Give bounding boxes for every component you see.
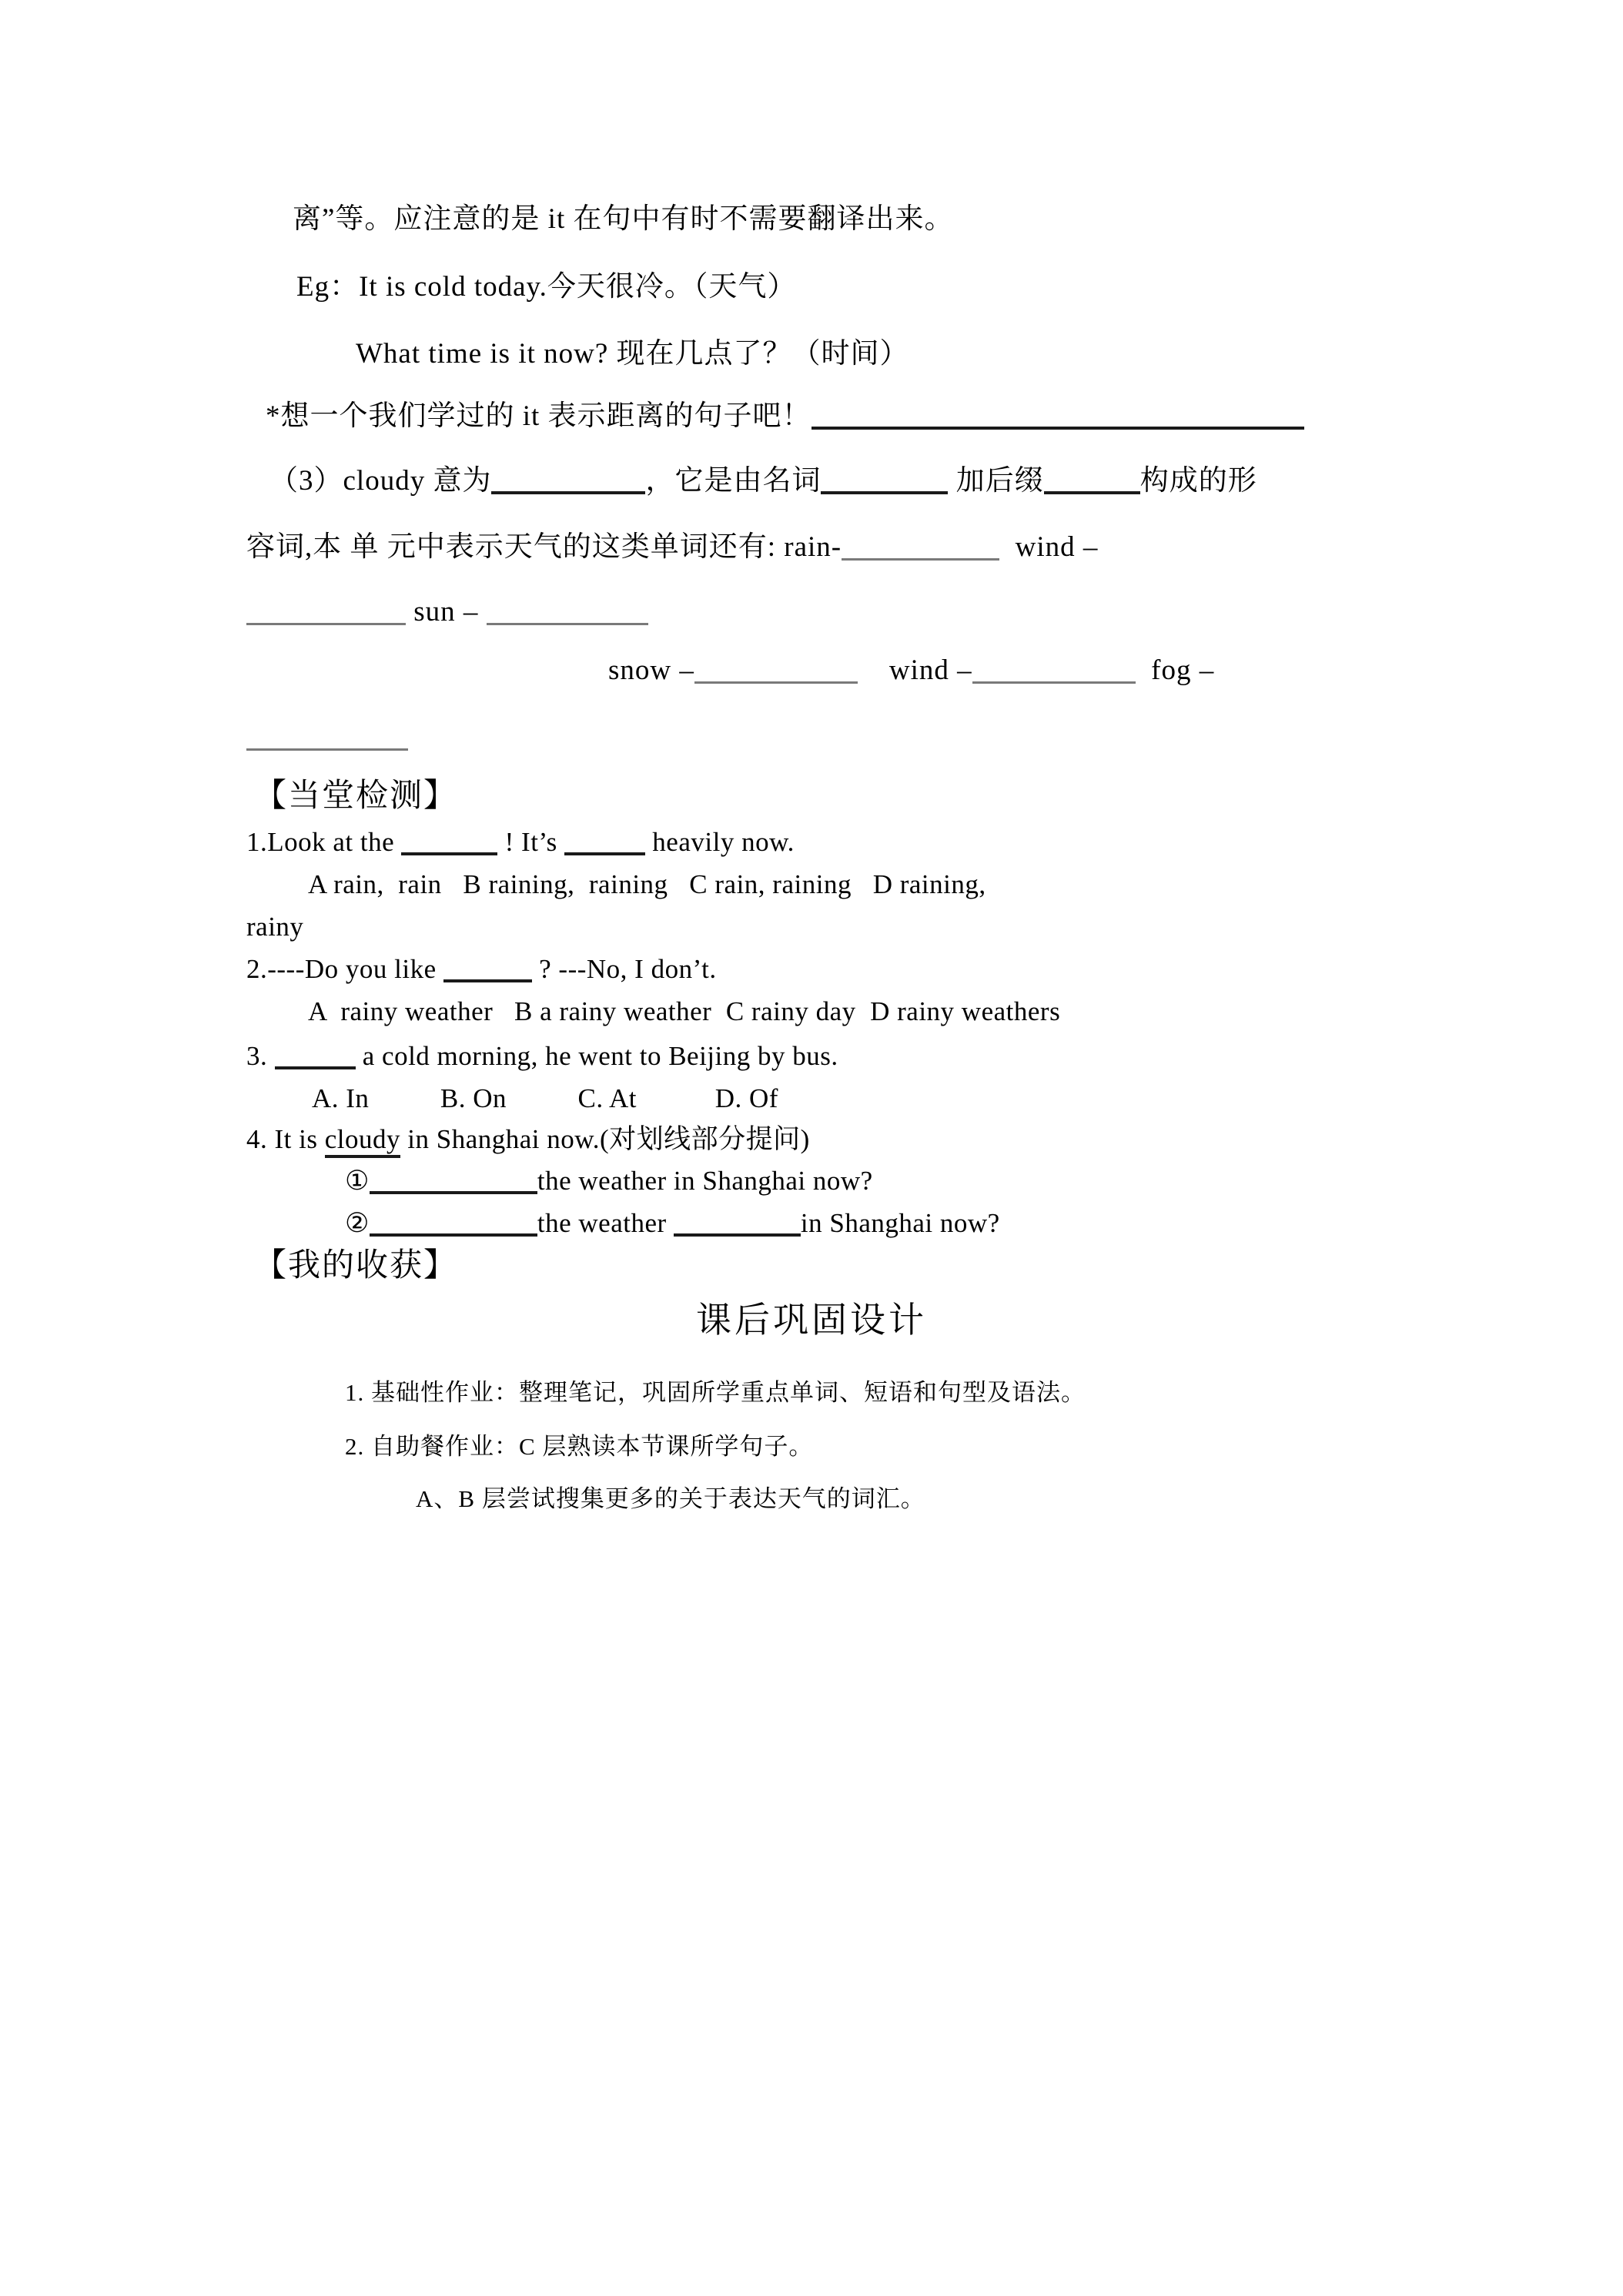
quiz-heading-text: 【当堂检测】	[254, 778, 458, 814]
blank-wind	[246, 621, 406, 625]
words-part2: wind –	[999, 531, 1099, 563]
q4-sub2-text2: in Shanghai now?	[800, 1208, 1000, 1238]
quiz-q4-sub1	[345, 1164, 873, 1198]
quiz-q1-options-wrap	[246, 910, 303, 944]
note-words-line	[246, 530, 1098, 565]
q3-stem2: a cold morning, he went to Beijing by bus.	[355, 1041, 838, 1071]
note-it-usage-line	[293, 202, 953, 237]
note-snow-line	[608, 653, 1214, 688]
quiz-q2-stem	[246, 952, 717, 986]
q3-stem1: 3.	[246, 1041, 275, 1071]
blank-cloudy-noun	[821, 490, 948, 494]
blank-q1-first	[401, 851, 497, 855]
blank-sun	[487, 621, 648, 625]
quiz-heading	[254, 776, 457, 817]
harvest-heading-text: 【我的收获】	[254, 1248, 458, 1284]
q4-stem1: 4. It is	[246, 1124, 325, 1154]
note-it-usage-text: 离”等。应注意的是 it 在句中有时不需要翻译出来。	[293, 203, 954, 235]
blank-cloudy-suffix	[1044, 490, 1140, 494]
note-sun-line	[246, 594, 648, 630]
homework-title	[0, 1298, 1623, 1343]
cloudy-part4: 构成的形	[1139, 465, 1257, 497]
blank-q4-sub1	[370, 1190, 537, 1194]
quiz-q4-stem	[246, 1123, 810, 1156]
note-think-line	[266, 399, 1304, 434]
q3-options-text: A. In B. On C. At D. Of	[312, 1083, 778, 1113]
quiz-q1-options	[308, 868, 986, 902]
blank-cloudy-meaning	[491, 490, 645, 494]
q4-stem2: in Shanghai now.(对划线部分提问)	[400, 1124, 810, 1154]
note-lone-blank-line	[246, 720, 408, 755]
q4-sub2-number: ②	[345, 1208, 370, 1238]
harvest-heading	[254, 1246, 457, 1287]
q4-sub1-text: the weather in Shanghai now?	[537, 1166, 873, 1196]
cloudy-part3: 加后缀	[948, 465, 1044, 497]
cloudy-part2: ，它是由名词	[645, 465, 822, 497]
quiz-q2-options	[308, 995, 1060, 1029]
homework-item-2	[345, 1432, 813, 1462]
words-part1: 容词,本 单 元中表示天气的这类单词还有: rain-	[246, 531, 842, 563]
q1-options-text: A rain, rain B raining, raining C rain, raining D raining,	[308, 869, 986, 899]
q1-stem1: 1.Look at the	[246, 827, 402, 857]
blank-q2	[443, 978, 532, 982]
q4-underlined-word: cloudy	[325, 1124, 400, 1158]
note-cloudy-line	[269, 464, 1257, 499]
q4-sub1-number: ①	[345, 1166, 370, 1196]
blank-q4-sub2-second	[674, 1232, 801, 1237]
note-eg-line	[296, 269, 796, 305]
wind2-label: wind –	[857, 654, 972, 686]
q1-options-wrap-text: rainy	[246, 912, 304, 942]
q1-stem2: ! It’s	[497, 827, 565, 857]
blank-snow	[694, 680, 858, 684]
quiz-q4-sub2	[345, 1207, 1000, 1240]
homework-item-1	[345, 1378, 1086, 1408]
cloudy-part1: （3）cloudy 意为	[269, 465, 492, 497]
blank-fog	[246, 747, 408, 751]
homework-item-1-text: 1. 基础性作业：整理笔记，巩固所学重点单词、短语和句型及语法。	[345, 1379, 1086, 1406]
q2-stem1: 2.----Do you like	[246, 954, 443, 984]
homework-item-3-text: A、B 层尝试搜集更多的关于表达天气的词汇。	[416, 1485, 925, 1512]
blank-q1-second	[564, 851, 645, 855]
fog-label: fog –	[1135, 654, 1215, 686]
blank-q3	[275, 1065, 356, 1069]
blank-wind2	[972, 680, 1136, 684]
q2-options-text: A rainy weather B a rainy weather C rainy day D rainy weathers	[308, 996, 1061, 1026]
quiz-q3-stem	[246, 1039, 838, 1073]
snow-label: snow –	[608, 654, 694, 686]
homework-item-2-text: 2. 自助餐作业：C 层熟读本节课所学句子。	[345, 1433, 814, 1460]
note-eg-text: Eg：It is cold today.今天很冷。（天气）	[296, 271, 797, 303]
blank-rain	[842, 557, 999, 561]
blank-think-sentence	[812, 425, 1304, 430]
blank-q4-sub2-first	[370, 1232, 537, 1237]
quiz-q1-stem	[246, 825, 795, 859]
homework-item-3	[416, 1484, 925, 1514]
q1-stem3: heavily now.	[645, 827, 795, 857]
note-think-text: *想一个我们学过的 it 表示距离的句子吧！	[266, 400, 812, 432]
q2-stem2: ? ---No, I don’t.	[531, 954, 717, 984]
homework-title-text: 课后巩固设计	[696, 1300, 927, 1340]
q4-sub2-text1: the weather	[537, 1208, 674, 1238]
sun-label: sun –	[406, 596, 487, 628]
note-what-time-text: What time is it now? 现在几点了？（时间）	[356, 338, 909, 370]
note-what-time-line	[356, 336, 909, 372]
quiz-q3-options	[312, 1082, 778, 1116]
